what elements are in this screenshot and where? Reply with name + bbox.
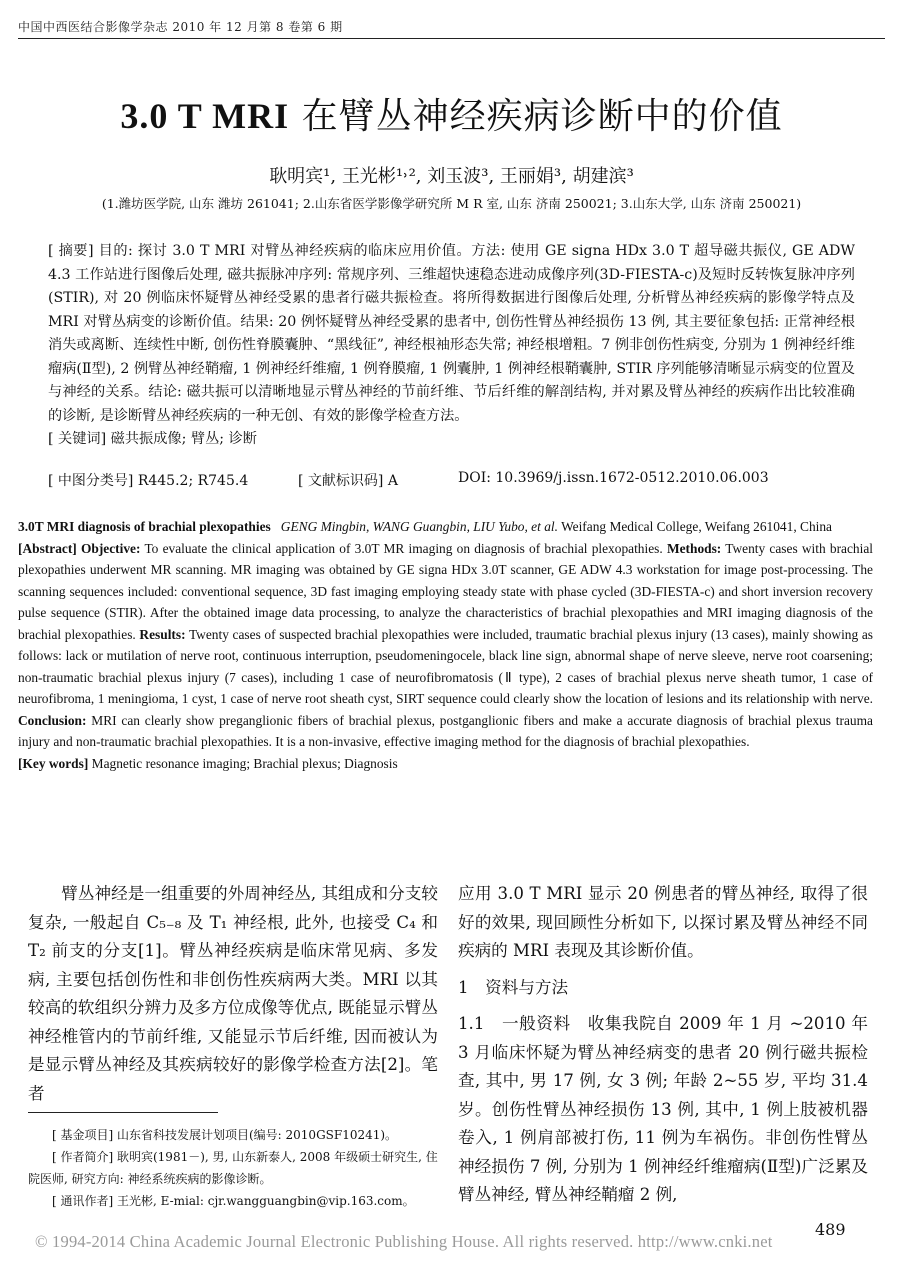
english-abstract (18, 516, 873, 774)
conclusion-label: Conclusion: (18, 712, 87, 728)
en-title: 3.0T MRI diagnosis of brachial plexopathies (18, 519, 271, 534)
fund-note: [ 基金项目] 山东省科技发展计划项目(编号: 2010GSF10241)。 (52, 1128, 398, 1142)
classification-row (48, 470, 855, 490)
class-number: [ 中图分类号] R445.2; R745.4 (48, 473, 249, 489)
cn-keywords: [ 关键词] 磁共振成像; 臂丛; 诊断 (48, 431, 257, 447)
objective-label: Objective: (80, 540, 141, 556)
section-heading: 1 资料与方法 (458, 977, 569, 997)
en-affiliation: Weifang Medical College, Weifang 261041, China (561, 519, 832, 534)
subsection-general-data: 1.1 一般资料 收集我院自 2009 年 1 月 ~2010 年 3 月临床怀疑为臂丛神经病变的患者 20 例行磁共振检查, 其中, 男 17 例, 女 3 例; 年龄 2~55 岁, 平均 31.4 岁。创伤性臂丛神经损伤 13 例, 其中, 1 例上肢被机器卷入, 1 例肩部被打伤, 11 例为车祸伤。非创伤性臂丛神经损伤 7 例, 分别为 1 例神经纤维瘤病(Ⅱ型)广泛累及臂丛神经, 臂丛神经鞘瘤 2 例, (458, 1014, 868, 1204)
copyright-watermark: © 1994-2014 China Academic Journal Electronic Publishing House. All rights reserved. http://www.cnki.net (35, 1232, 773, 1251)
author-note: [ 作者简介] 耿明宾(1981－), 男, 山东新泰人, 2008 年级硕士研究生, 住院医师, 研究方向: 神经系统疾病的影像诊断。 (28, 1150, 438, 1186)
results-text: Twenty cases of suspected brachial plexopathies were included, traumatic brachial plexus injury (13 cases), mainly showing as follows: lack or mutilation of nerve root, continuous interruption, pseudomeningocele, black line sign, abnormal shape of nerve sleeve, nerve root coarsening; non-traumatic brachial plexus injury (7 cases), including 1 case of neurofibromatosis (Ⅱ type), 2 cases of brachial plexus nerve sheath tumor, 1 case of neurofibroma, 1 meningioma, 1 cyst, 1 case of nerve root sheath cyst, SIRT sequence could clearly show the location of lesions and its relationship with nerve. (18, 626, 873, 706)
cn-abstract-text: [ 摘要] 目的: 探讨 3.0 T MRI 对臂丛神经疾病的临床应用价值。方法: 使用 GE signa HDx 3.0 T 超导磁共振仪, GE ADW 4.3 工作站进行图像后处理, 磁共振脉冲序列: 常规序列、三维超快速稳态进动成像序列(3D-FIESTA-c)及短时反转恢复脉冲序列(STIR), 对 20 例临床怀疑臂丛神经受累的患者行磁共振检查。将所得数据进行图像后处理, 分析臂丛神经疾病的影像学特点及 MRI 对臂丛病变的诊断价值。结果: 20 例怀疑臂丛神经受累的患者中, 创伤性臂丛神经损伤 13 例, 其主要征象包括: 正常神经根消失或离断、连续性中断, 创伤性脊膜囊肿、“黑线征”, 神经根袖形态失常; 神经根增粗。7 例非创伤性病变, 分别为 1 例神经纤维瘤病(Ⅱ型), 2 例臂丛神经鞘瘤, 1 例神经纤维瘤, 1 例脊膜瘤, 1 例囊肿, 1 例神经根鞘囊肿, STIR 序列能够清晰显示病变的位置及与神经的关系。结论: 磁共振可以清晰地显示臂丛神经的节前纤维、节后纤维的解剖结构, 并对累及臂丛神经的疾病作出比较准确的诊断, 是诊断臂丛神经疾病的一种无创、有效的影像学检查方法。 (48, 243, 855, 424)
footnote-rule (28, 1112, 218, 1113)
en-keywords: Magnetic resonance imaging; Brachial plexus; Diagnosis (91, 755, 398, 771)
chinese-abstract (48, 240, 855, 452)
authors: 耿明宾¹, 王光彬¹˒², 刘玉波³, 王丽娟³, 胡建滨³ (269, 166, 634, 187)
journal-header: 中国中西医结合影像学杂志 2010 年 12 月第 8 卷第 6 期 (18, 20, 343, 34)
header-rule (18, 38, 885, 39)
abstract-label: [Abstract] (18, 540, 77, 556)
paper-title (0, 88, 903, 139)
conclusion-text: MRI can clearly show preganglionic fibers of brachial plexus, postganglionic fibers and make a accurate diagnosis of brachial plexus trauma injury and non-traumatic brachial plexopathies. It is a non-invasive, effective imaging method for the diagnosis of brachial plexopathies. (18, 712, 873, 749)
corresponding-note: [ 通讯作者] 王光彬, E-mial: cjr.wangguangbin@vip.163.com。 (52, 1194, 415, 1208)
en-keywords-line (18, 753, 873, 775)
methods-text: Twenty cases with brachial plexopathies underwent MR scanning. MR imaging was obtained by GE signa HDx 3.0T scanner, GE ADW 4.3 workstation for image post-processing. The scanning sequences included: conventional sequence, 3D fast imaging employing steady state with phase cycled (3D-FIESTA-c) and short inversion recovery pulse sequence (STIR). After the obtained image data processing, to analyze the characteristics of brachial plexopathies and MRI imaging diagnosis of the brachial plexopathies. (18, 540, 873, 642)
title-rest: 在臂丛神经疾病诊断中的价值 (289, 96, 783, 137)
body-left-column (28, 880, 438, 1108)
objective-text: To evaluate the clinical application of 3.0T MR imaging on diagnosis of brachial plexopathies. (144, 540, 663, 556)
en-authors: GENG Mingbin, WANG Guangbin, LIU Yubo, et al. (280, 519, 558, 534)
title-prefix: 3.0 T MRI (120, 96, 290, 136)
intro-continued: 应用 3.0 T MRI 显示 20 例患者的臂丛神经, 取得了很好的效果, 现回顾性分析如下, 以探讨累及臂丛神经不同疾病的 MRI 表现及其诊断价值。 (458, 884, 868, 960)
page-number: 489 (815, 1220, 846, 1239)
intro-paragraph: 臂丛神经是一组重要的外周神经丛, 其组成和分支较复杂, 一般起自 C₅₋₈ 及 T₁ 神经根, 此外, 也接受 C₄ 和 T₂ 前支的分支[1]。臂丛神经疾病是临床常见病、多发病, 主要包括创伤性和非创伤性疾病两大类。MRI 以其较高的软组织分辨力及多方位成像等优点, 既能显示臂丛神经椎管内的节前纤维, 又能显示节后纤维, 因而被认为是显示臂丛神经及其疾病较好的影像学检查方法[2]。笔者 (28, 884, 438, 1103)
results-label: Results: (139, 626, 186, 642)
en-title-line (18, 516, 873, 538)
doi: DOI: 10.3969/j.issn.1672-0512.2010.06.003 (458, 470, 769, 486)
en-keywords-label: [Key words] (18, 755, 89, 771)
doc-code: [ 文献标识码] A (298, 473, 398, 489)
footnotes (28, 1124, 438, 1212)
body-right-column (458, 880, 868, 1210)
en-abstract-body (18, 538, 873, 753)
methods-label: Methods: (666, 540, 722, 556)
affiliations: (1.潍坊医学院, 山东 潍坊 261041; 2.山东省医学影像学研究所 M R 室, 山东 济南 250021; 3.山东大学, 山东 济南 250021) (101, 196, 802, 211)
